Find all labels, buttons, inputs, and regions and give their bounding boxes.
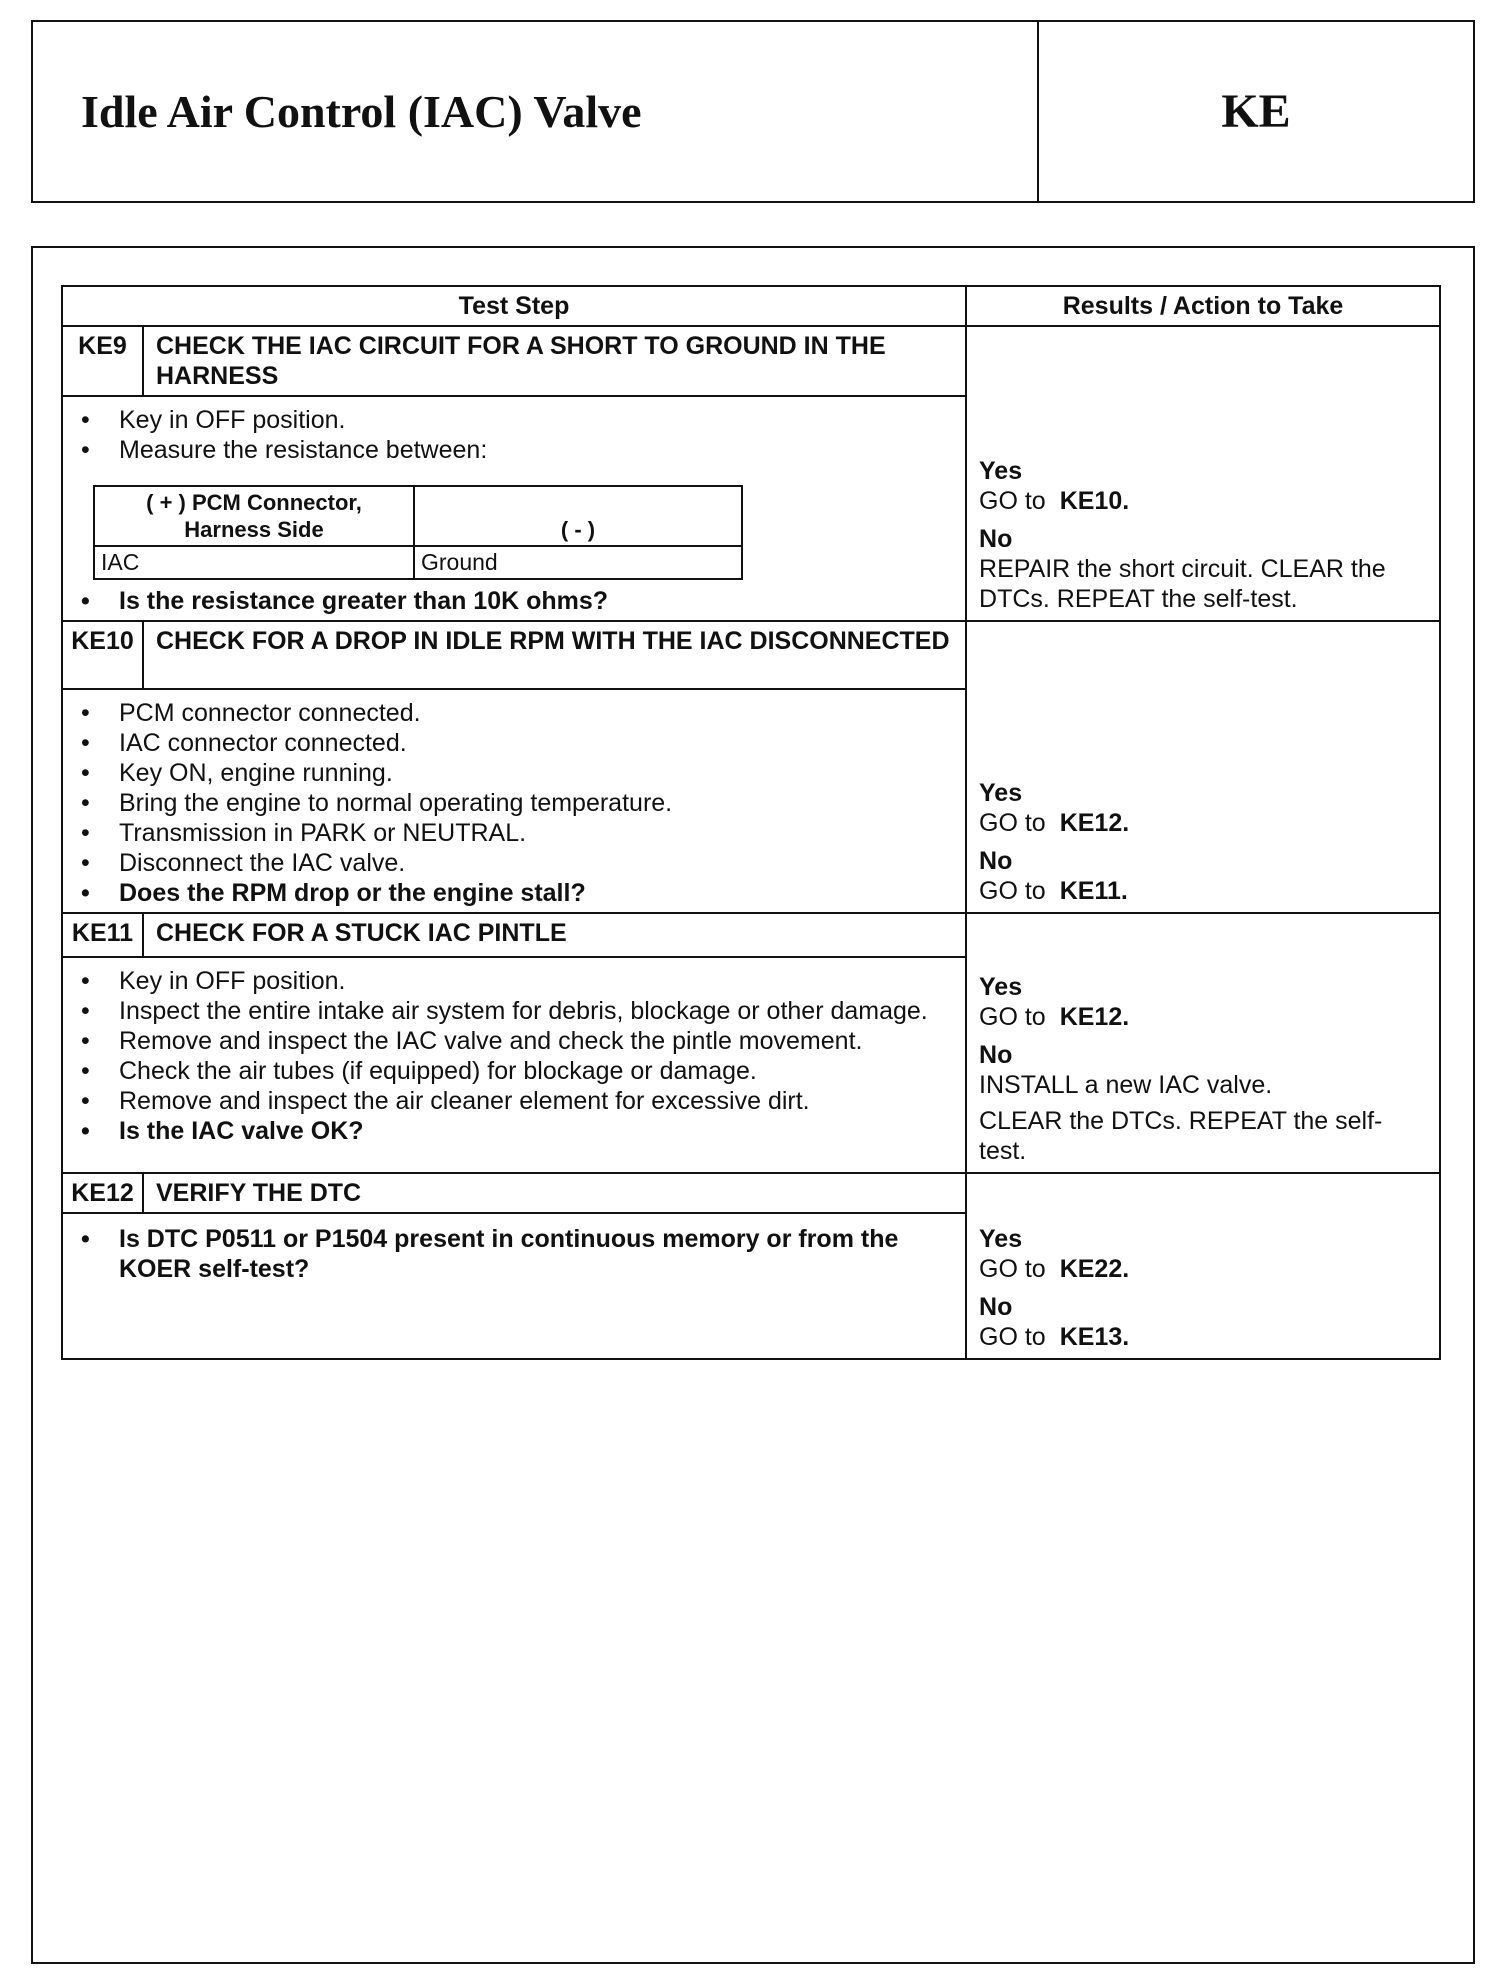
cell-plus: IAC (94, 546, 414, 579)
step-body (62, 689, 966, 913)
col-results: Results / Action to Take (966, 286, 1440, 326)
yes-action: GO to KE12. (979, 809, 1130, 837)
step-result (966, 913, 1440, 1173)
no-label: No (979, 1293, 1013, 1321)
step-title-row (62, 326, 1440, 396)
table-header-row (62, 286, 1440, 326)
bullet: • Bring the engine to normal operating temperature. (75, 788, 953, 818)
step-bullets (75, 698, 953, 908)
cell-minus: Ground (414, 546, 742, 579)
col-plus: ( + ) PCM Connector, Harness Side (94, 486, 414, 546)
no-action: GO to KE13. (979, 1323, 1130, 1351)
no-action: GO to KE11. (979, 877, 1128, 905)
step-bullets (75, 1224, 953, 1284)
bullet: • Remove and inspect the air cleaner element for excessive dirt. (75, 1086, 953, 1116)
no-action: REPAIR the short circuit. CLEAR the DTCs. REPEAT the self-test. (979, 555, 1386, 613)
step-code: KE9 (62, 326, 143, 396)
yes-action: GO to KE22. (979, 1255, 1130, 1283)
step-question: • Is the resistance greater than 10K ohms? (75, 586, 953, 616)
step-question: • Does the RPM drop or the engine stall? (75, 878, 953, 908)
bullet: • Disconnect the IAC valve. (75, 848, 953, 878)
step-bullets (75, 966, 953, 1146)
no-label: No (979, 525, 1013, 553)
step-title: CHECK FOR A DROP IN IDLE RPM WITH THE IAC DISCONNECTED (143, 621, 966, 689)
yes-label: Yes (979, 457, 1023, 485)
step-body (62, 957, 966, 1173)
step-title: VERIFY THE DTC (143, 1173, 966, 1213)
step-body (62, 396, 966, 621)
bullet: • Key in OFF position. (75, 966, 953, 996)
bullet: • Inspect the entire intake air system for debris, blockage or other damage. (75, 996, 953, 1026)
step-title-row (62, 1173, 1440, 1213)
yes-action: GO to KE10. (979, 487, 1130, 515)
resistance-table (93, 485, 743, 580)
step-question: • Is the IAC valve OK? (75, 1116, 953, 1146)
yes-action: GO to KE12. (979, 1003, 1130, 1031)
page-title: Idle Air Control (IAC) Valve (33, 22, 1039, 201)
bullet: • Key in OFF position. (75, 405, 953, 435)
diagnostic-table (61, 285, 1441, 1360)
step-title: CHECK FOR A STUCK IAC PINTLE (143, 913, 966, 957)
step-bullets (75, 405, 953, 465)
step-title-row (62, 621, 1440, 689)
bullet: • Key ON, engine running. (75, 758, 953, 788)
no-label: No (979, 847, 1013, 875)
step-body (62, 1213, 966, 1359)
bullet: • PCM connector connected. (75, 698, 953, 728)
step-title: CHECK THE IAC CIRCUIT FOR A SHORT TO GROUND IN THE HARNESS (143, 326, 966, 396)
step-code: KE11 (62, 913, 143, 957)
step-result (966, 621, 1440, 913)
section-code: KE (1221, 85, 1291, 138)
no-action-2: CLEAR the DTCs. REPEAT the self-test. (979, 1107, 1383, 1165)
yes-label: Yes (979, 973, 1023, 1001)
step-code: KE10 (62, 621, 143, 689)
step-question: • Is DTC P0511 or P1504 present in continuous memory or from the KOER self-test? (75, 1224, 953, 1284)
bullet: • Measure the resistance between: (75, 435, 953, 465)
col-test-step: Test Step (62, 286, 966, 326)
step-result (966, 326, 1440, 621)
bullet: • Transmission in PARK or NEUTRAL. (75, 818, 953, 848)
page-header (31, 20, 1475, 203)
yes-label: Yes (979, 1225, 1023, 1253)
step-title-row (62, 913, 1440, 957)
bullet: • Remove and inspect the IAC valve and check the pintle movement. (75, 1026, 953, 1056)
yes-label: Yes (979, 779, 1023, 807)
bullet: • Check the air tubes (if equipped) for blockage or damage. (75, 1056, 953, 1086)
step-result (966, 1173, 1440, 1359)
col-minus: ( - ) (414, 486, 742, 546)
step-code: KE12 (62, 1173, 143, 1213)
no-label: No (979, 1041, 1013, 1069)
bullet: • IAC connector connected. (75, 728, 953, 758)
no-action: INSTALL a new IAC valve. (979, 1071, 1273, 1099)
